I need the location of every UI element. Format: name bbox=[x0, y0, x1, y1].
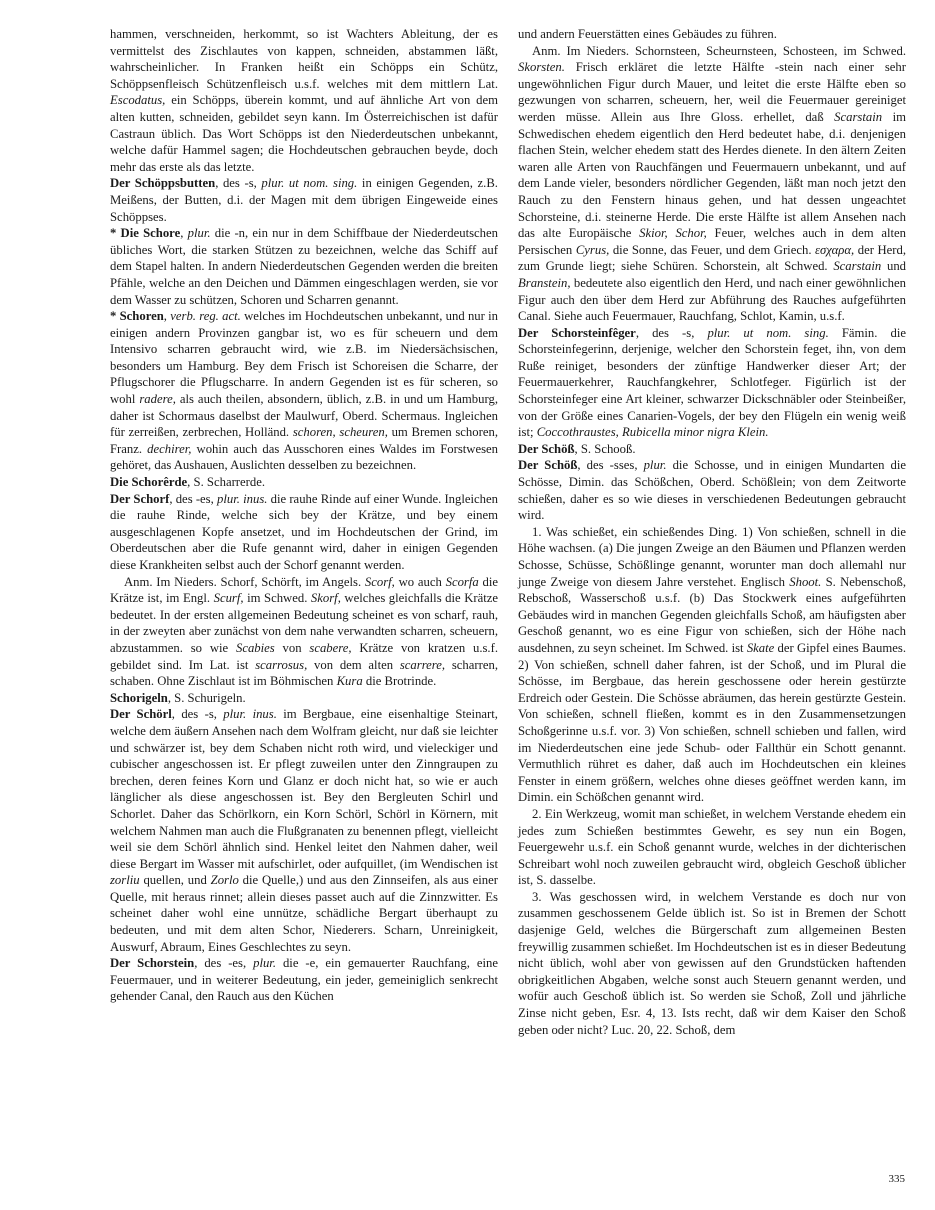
entry-text: um Bremen schoren, Franz. bbox=[110, 425, 498, 456]
entry-text: als auch theilen, absondern, üblich, z.B. in und um Hamburg, daher ist Schormaus daselbst der Maulwurf, Oberd. Schermaus. Ingleichen für zerreißen, zerbrechen, Holländ. bbox=[110, 392, 499, 440]
entry-text: von dem alten bbox=[307, 657, 400, 672]
entry-text: die Brotrinde. bbox=[362, 674, 437, 689]
entry-text: , bbox=[180, 226, 188, 241]
headword: * Die Schore bbox=[110, 226, 181, 241]
headword: Der Schörl bbox=[110, 707, 172, 722]
italic-term: Cyrus, bbox=[575, 242, 610, 257]
entry-text: die -e, ein gemauerter Rauchfang, eine Feuermauer, und in weiterer Bedeutung, ein jeder, gemeiniglich senkrecht gehender Canal, den Rauch aus den Küchen bbox=[110, 956, 498, 1004]
annotation-paragraph bbox=[518, 889, 906, 1038]
italic-term: radere, bbox=[139, 392, 176, 407]
dictionary-entry bbox=[110, 706, 498, 955]
italic-term: plur. inus. bbox=[217, 491, 268, 506]
italic-term: Zorlo bbox=[210, 873, 239, 888]
entry-text: in einigen Gegenden, z.B. Meißens, der Butten, d.i. der Magen mit dem übrigen Eingeweide eines Schöppses. bbox=[110, 176, 498, 224]
entry-text: die Quelle,) und aus den Zinnseifen, als aus einer Quelle, mit heraus rinnet; allein dieses passet auch auf die Zinnzwitter. Es scheinet daher wohl eine unnütze, schädliche Bergart überhaupt zu bedeuten, und mit dem alten Schor, Niederers. Scharn, Unreinigkeit, Auswurf, Abraum, Eines Geschlechtes zu seyn. bbox=[110, 873, 498, 954]
entry-text: im Bergbaue, eine eisenhaltige Steinart, welche dem äußern Ansehen nach dem Wolfram gleicht, nur daß sie leichter und schwärzer ist, bey dem Schaben nicht roth wird, und vieleckiger und cubischer angeschossen ist. Er pflegt zuweilen unter den Zinngraupen zu brechen, deren feines Korn und Glanz er doch nicht hat, so wie er auch länglicher als diese angeschossen ist. Bey den Bergleuten Schirl und Schorlet. Daher das Schörlkorn, ein Korn Schörl, Schörl in Körnern, mit welchem Nahmen man auch die Flußgranaten zu benennen pflegt, vielleicht weil sie dem Schörl ähnlich sind. Henkel leitet den Nahmen daher, weil diese Bergart im Wasser mit aufschirlet, oder aufquillet, (im Wendischen ist bbox=[110, 707, 498, 871]
italic-term: Kura bbox=[336, 674, 363, 689]
entry-text: von bbox=[274, 640, 310, 655]
entry-text: wohin auch das Ausschoren eines Waldes im Forstwesen gehöret, das Aushauen, Auslichten desselben zu bezeichnen. bbox=[110, 441, 498, 473]
italic-term: Coccothraustes, Rubicella minor nigra Klein. bbox=[536, 425, 769, 440]
dictionary-entry bbox=[110, 225, 498, 308]
entry-text: Feuer, welches auch in dem alten Persischen bbox=[518, 226, 906, 257]
right-column bbox=[518, 26, 906, 1038]
italic-term: Scorf, bbox=[364, 574, 395, 589]
italic-term: verb. reg. act. bbox=[170, 309, 241, 324]
dictionary-entry bbox=[110, 491, 498, 574]
entry-text: wo auch bbox=[394, 574, 446, 589]
annotation-paragraph bbox=[518, 43, 906, 325]
italic-term: plur. bbox=[643, 458, 667, 473]
dictionary-entry bbox=[110, 474, 498, 491]
dictionary-entry bbox=[110, 175, 498, 225]
entry-text: die rauhe Rinde auf einer Wunde. Ingleichen die rauhe Rinde, welche sich bey der Krätze, und bey einem ausgeschlagenen Kopfe ansetzet, und im Hochdeutschen der Grind, im Oberdeutschen aber die Rufe genannt wird, daher in einigen Gegenden diese Krankheiten selbst auch der Schorf genannt werden. bbox=[110, 491, 498, 572]
headword: Der Schorstein bbox=[110, 956, 195, 971]
italic-term: Scurf, bbox=[213, 591, 244, 606]
entry-text: , des -es, bbox=[169, 491, 217, 506]
headword: Der Schorsteinfêger bbox=[518, 325, 636, 340]
dictionary-entry bbox=[110, 308, 498, 474]
italic-term: scarrosus, bbox=[255, 657, 308, 672]
italic-term: plur. bbox=[187, 226, 211, 241]
headword: Der Schöppsbutten bbox=[110, 176, 216, 191]
entry-text: und andern Feuerstätten eines Gebäudes zu führen. bbox=[518, 27, 777, 41]
italic-term: Branstein, bbox=[518, 275, 571, 290]
headword: Schorigeln bbox=[110, 690, 168, 705]
entry-text: Krätze von kratzen u.s.f. gebildet sind. Im Lat. ist bbox=[110, 640, 498, 672]
entry-text: S. Nebenschoß, Rebschoß, Wasserschoß u.s.f. (b) Das Stockwerk eines aufgeführten Gebäudes wird in manchen Gegenden gleichfalls Schoß, am häufigsten aber Geschoß genannt, wo es eine Figur von schießen, sich der Höhe nach ausdehnen, zu seyn scheinet. Im Schwed. ist bbox=[518, 574, 906, 655]
entry-text: die -n, ein nur in dem Schiffbaue der Niederdeutschen übliches Wort, die starken Stützen zu bezeichnen, welche das Schiff auf dem Stapel halten. In andern Niederdeutschen Gegenden werden die breiten Pfähle, welche an den Deichen und Dämmen eingeschlagen werden, sie vor dem Wasser zu schützen, Schoren und Scharren genannt. bbox=[110, 226, 498, 307]
entry-text: , S. Scharrerde. bbox=[187, 475, 266, 490]
italic-term: Escodatus, bbox=[110, 93, 166, 108]
annotation-paragraph bbox=[518, 806, 906, 889]
annotation-paragraph bbox=[110, 26, 498, 175]
italic-term: plur. inus. bbox=[223, 707, 277, 722]
entry-text: , des -s, bbox=[171, 707, 224, 722]
entry-text: , des -s, bbox=[635, 325, 708, 340]
entry-text: die Schosse, und in einigen Mundarten die Schösse, Dimin. das Schößchen, Oberd. Schößlein; von dem Zeitworte schießen, daher es so wie dieses in verschiedenen Bedeutungen gebraucht wird. bbox=[518, 458, 906, 523]
annotation-paragraph bbox=[518, 524, 906, 806]
italic-term: εσχαρα, bbox=[815, 242, 855, 257]
entry-text: Frisch erkläret die letzte Hälfte -stein nach einer sehr ungewöhnlichen Figur durch Mauer, und leitet die erste Hälfte eben so gezwungen von scharren, scheuern, her, weil die Feuermauer gereiniget werden müsse. Allein aus Ihre Gloss. erhellet, daß bbox=[518, 60, 906, 124]
dictionary-entry bbox=[518, 325, 906, 441]
dictionary-entry bbox=[518, 441, 906, 458]
headword: Der Schöß bbox=[518, 458, 578, 473]
entry-text: , des -es, bbox=[194, 956, 254, 971]
italic-term: plur. ut nom. sing. bbox=[707, 325, 829, 340]
italic-term: scarrere, bbox=[399, 657, 446, 672]
entry-text: im Schwed. bbox=[243, 591, 311, 606]
entry-text: scharren, schaben. Ohne Zischlaut ist im Böhmischen bbox=[110, 657, 498, 689]
entry-text: Anm. Im Nieders. Schorf, Schörft, im Angels. bbox=[124, 574, 365, 589]
entry-text: , S. Schooß. bbox=[574, 441, 636, 456]
left-column bbox=[110, 26, 498, 1005]
italic-term: plur. ut nom. sing. bbox=[261, 176, 358, 191]
italic-term: dechirer, bbox=[147, 441, 192, 456]
entry-text: im Schwedischen ehedem eigentlich den Herd bedeutet habe, d.i. denjenigen flachen Stein, welcher ehedem statt des Herdes dienete. In den ältern Zeiten waren alle Arten von Rauchfängen und Feuermauern unbekannt, und auf dem Lande vieler, besonders nördlicher Gegenden, läßt man noch jetzt den Rauch zu den Fenstern hinaus gehen, und hat dessen ungeachtet Schorsteine, d.i. steinerne Herde. Die erste Hälfte ist allem Ansehen nach das alte Europäische bbox=[518, 109, 906, 241]
italic-term: schoren, scheuren, bbox=[292, 425, 388, 440]
italic-term: Scorfa bbox=[445, 574, 479, 589]
headword: Der Schöß bbox=[518, 441, 575, 456]
entry-text: 3. Was geschossen wird, in welchem Verstande es doch nur von zusammen geschossenem Gelde üblich ist. So ist in Bremen der Schott dasjenige Geld, welches die Bürgerschaft zum allgemeinen Besten freywillig zusammen schießet. Im Hochdeutschen ist es in dieser Bedeutung nicht üblich, wohl aber von gewissen auf den Grundstücken haftenden obrigkeitlichen Abgaben, welche sonst auch Steuern genannt werden, und wofür auch Geschoß üblich ist. So werden sie Schoß, Zoll und jährliche Zinse nicht geben, Esr. 4, 13. Ists recht, daß wir dem Kaiser den Schoß geben oder nicht? Luc. 20, 22. Schoß, dem bbox=[518, 889, 906, 1037]
entry-text: , bbox=[163, 309, 171, 324]
italic-term: Shoot. bbox=[789, 574, 822, 589]
entry-text: der Gipfel eines Baumes. 2) Von schießen, schnell daher fahren, ist der Schoß, und im Plural die Schösse, im Bergbaue, das herein geschossene oder herein gestürzte Erdreich oder Gestein. Die Schösse abräumen, das herein gestürzte Gestein. Von schießen, schnell fließen, kommt es in den Zusammensetzungen Schoßgerinne u.s.f. vor. 3) Von schießen, schnell schieben und fallen, wird im Niederdeutschen eine jede Schub- oder Fallthür ein Schott genannt. Vermuthlich rühret es daher, daß auch im Hochdeutschen ein kleines Fenster in einem größern, welches ohne dieses geöffnet werden kann, im Dimin. ein Schößchen genannt wird. bbox=[518, 640, 906, 805]
entry-text: der Herd, zum Grunde liegt; siehe Schüren. Schorstein, alt Schwed. bbox=[518, 242, 906, 274]
page-number: 335 bbox=[888, 1173, 905, 1185]
italic-term: Scarstain bbox=[833, 259, 882, 274]
italic-term: plur. bbox=[253, 956, 277, 971]
italic-term: scabere, bbox=[309, 640, 352, 655]
italic-term: Skorf, bbox=[310, 591, 341, 606]
italic-term: zorliu bbox=[110, 873, 140, 888]
entry-text: welches gleichfalls die Krätze bedeutet. In der ersten allgemeinen Bedeutung scheinet es von scharf, rauh, in der zweyten aber zunächst von dem nahe verwandten scharren, scheuern, abzustammen. so wie bbox=[110, 591, 498, 655]
italic-term: Scabies bbox=[235, 640, 275, 655]
italic-term: Skorsten. bbox=[518, 60, 565, 75]
italic-term: Skior, Schor, bbox=[639, 226, 707, 241]
entry-text: 2. Ein Werkzeug, womit man schießet, in welchem Verstande ehedem ein jedes zum Schießen bestimmtes Gewehr, es sey nun ein Bogen, Feuergewehr u.s.f. ein Schoß genannt wurde, welches in der dichterischen Schreibart wohl noch zuweilen gebraucht wird, obgleich Geschoß üblicher ist, S. dasselbe. bbox=[518, 806, 906, 888]
entry-text: welches im Hochdeutschen unbekannt, und nur in einigen andern Provinzen gangbar ist, wo es für scheuern und dem Intensivo scharren gebraucht wird, wie z.B. im Niedersächsischen, besonders um Hamburg. Bey dem Frisch ist Schoreisen die Scharre, der Pflugschorer die Pflugscharre. In andern Gegenden ist es für scheren, so wohl bbox=[110, 309, 498, 407]
italic-term: Scarstain bbox=[834, 109, 883, 124]
entry-text: hammen, verschneiden, herkommt, so ist Wachters Ableitung, der es vermittelst des Zischlautes von kappen, schneiden, abstammen läßt, wahrscheinlicher. In Franken heißt ein Schöpps ein Schütz, Schöppsenfleisch Schützenfleisch u.s.f. welches mit dem mittlern Lat. bbox=[110, 27, 498, 91]
entry-text: , des -sses, bbox=[577, 458, 644, 473]
dictionary-entry bbox=[518, 457, 906, 523]
annotation-paragraph bbox=[518, 26, 906, 43]
entry-text: quellen, und bbox=[139, 873, 211, 888]
headword: * Schoren bbox=[110, 309, 164, 324]
dictionary-entry bbox=[110, 690, 498, 707]
entry-text: , S. Schurigeln. bbox=[167, 690, 246, 705]
headword: Die Schorêrde bbox=[110, 475, 188, 490]
entry-text: Anm. Im Nieders. Schornsteen, Scheurnsteen, Schosteen, im Schwed. bbox=[532, 43, 906, 58]
entry-text: Fämin. die Schorsteinfegerinn, derjenige, welcher den Schorstein feget, ihn, von dem Ruße reiniget, besonders der zünftige Handwerker dieser Art; der Feuermauerkehrer, Rauchfangkehrer, Schlotfeger. Figürlich ist der Schorsteinfeger eine Art kleiner, schwarzer Dickschnäbler oder Steinbeißer, von der Größe eines Canarien-Vogels, der bey den Flügeln ein wenig weiß ist; bbox=[518, 325, 906, 440]
entry-text: ein Schöpps, überein kommt, und auf ähnliche Art von dem alten kutten, schneiden, gebildet seyn kann. Im Österreichischen ist dafür Castraun üblich. Das Wort Schöpps ist den Niederdeutschen unbekannt, welche dafür Hammel sagen; die Hochdeutschen gebrauchen beyde, doch mehr das erste als das letzte. bbox=[110, 93, 498, 174]
entry-text: die Krätze ist, im Engl. bbox=[110, 574, 498, 606]
entry-text: , des -s, bbox=[215, 176, 262, 191]
entry-text: die Sonne, das Feuer, und dem Griech. bbox=[609, 242, 816, 257]
annotation-paragraph bbox=[110, 574, 498, 690]
entry-text: und bbox=[881, 259, 907, 274]
entry-text: bedeutete also eigentlich den Herd, und nach einer gewöhnlichen Figur auch den über dem Herd zur Abführung des Rauches aufgeführten Canal. Siehe auch Feuermauer, Rauchfang, Schlot, Kamin, u.s.f. bbox=[518, 275, 906, 324]
dictionary-entry bbox=[110, 955, 498, 1005]
headword: Der Schorf bbox=[110, 491, 170, 506]
entry-text: 1. Was schießet, ein schießendes Ding. 1) Von schießen, schnell in die Höhe wachsen. (a) Die jungen Zweige an den Bäumen und Pflanzen werden Schosse, Schüsse, Schößlinge genannt, worunter man doch allemahl nur junge Zweige von diesem Jahre verstehet. Englisch bbox=[518, 524, 906, 589]
italic-term: Skate bbox=[746, 640, 775, 655]
